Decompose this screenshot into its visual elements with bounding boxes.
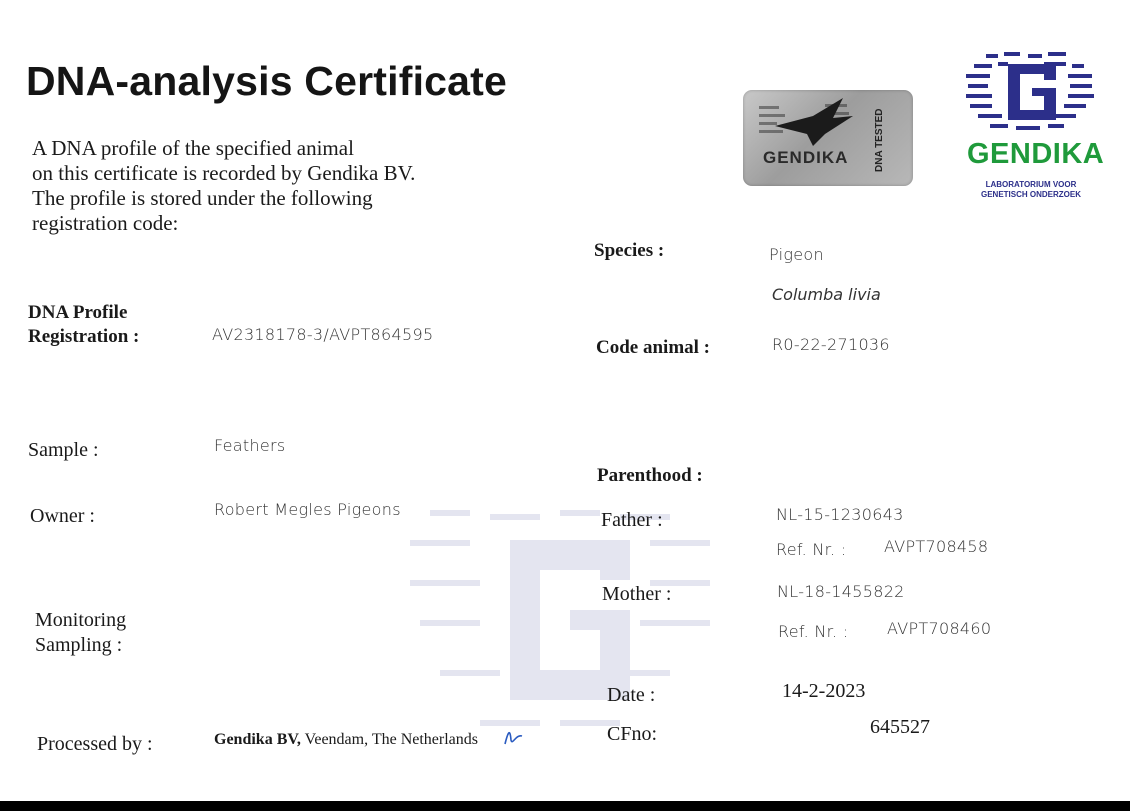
sticker-tag: DNA TESTED (874, 108, 885, 172)
sticker-brand: GENDIKA (763, 148, 849, 167)
father-value: NL-15-1230643 (776, 505, 904, 524)
logo-sub-line: LABORATORIUM VOOR (985, 180, 1077, 189)
sample-label: Sample : (28, 439, 99, 461)
date-value: 14-2-2023 (782, 680, 866, 702)
processed-location: Veendam, The Netherlands (300, 731, 478, 748)
owner-label: Owner : (30, 505, 95, 527)
species-latin: Columba livia (772, 285, 881, 304)
certificate-title: DNA-analysis Certificate (26, 58, 508, 104)
cfno-label: CFno: (607, 723, 658, 745)
species-label: Species : (594, 240, 665, 261)
registration-value: AV2318178-3/AVPT864595 (212, 325, 434, 344)
logo-subtitle (968, 180, 1094, 200)
logo-name: GENDIKA (967, 138, 1105, 170)
mother-label: Mother : (602, 583, 672, 605)
logo-sub-line: GENETISCH ONDERZOEK (980, 190, 1081, 199)
sampling-label: Sampling : (35, 634, 123, 656)
mother-ref-label: Ref. Nr. : (778, 622, 849, 641)
signature-mark-icon (502, 724, 526, 748)
father-ref-label: Ref. Nr. : (776, 540, 847, 559)
date-label: Date : (607, 684, 656, 706)
watermark-logo-icon (400, 500, 760, 760)
cfno-value: 645527 (870, 716, 930, 738)
intro-line: on this certificate is recorded by Gendika BV. (32, 161, 416, 185)
gendika-logo-icon (964, 50, 1096, 134)
mother-value: NL-18-1455822 (777, 582, 905, 601)
code-animal-value: R0-22-271036 (772, 335, 890, 354)
intro-line: registration code: (32, 211, 179, 235)
mother-ref-value: AVPT708460 (887, 619, 992, 638)
father-ref-value: AVPT708458 (884, 537, 989, 556)
intro-line: The profile is stored under the following (32, 186, 373, 210)
dna-profile-label: DNA Profile (28, 302, 128, 323)
intro-line: A DNA profile of the specified animal (32, 136, 354, 160)
code-animal-label: Code animal : (596, 337, 710, 358)
species-value: Pigeon (769, 245, 824, 264)
owner-value: Robert Megles Pigeons (214, 500, 401, 519)
monitoring-label: Monitoring (35, 609, 127, 631)
registration-label: Registration : (28, 326, 140, 347)
processed-by-value (214, 731, 478, 749)
sample-value: Feathers (214, 436, 286, 455)
parenthood-label: Parenthood : (597, 465, 703, 486)
bottom-border (0, 801, 1130, 811)
father-label: Father : (601, 509, 663, 531)
processed-company: Gendika BV, (214, 731, 301, 748)
processed-by-label: Processed by : (37, 733, 153, 755)
intro-text (32, 136, 502, 236)
bird-icon (755, 96, 865, 151)
